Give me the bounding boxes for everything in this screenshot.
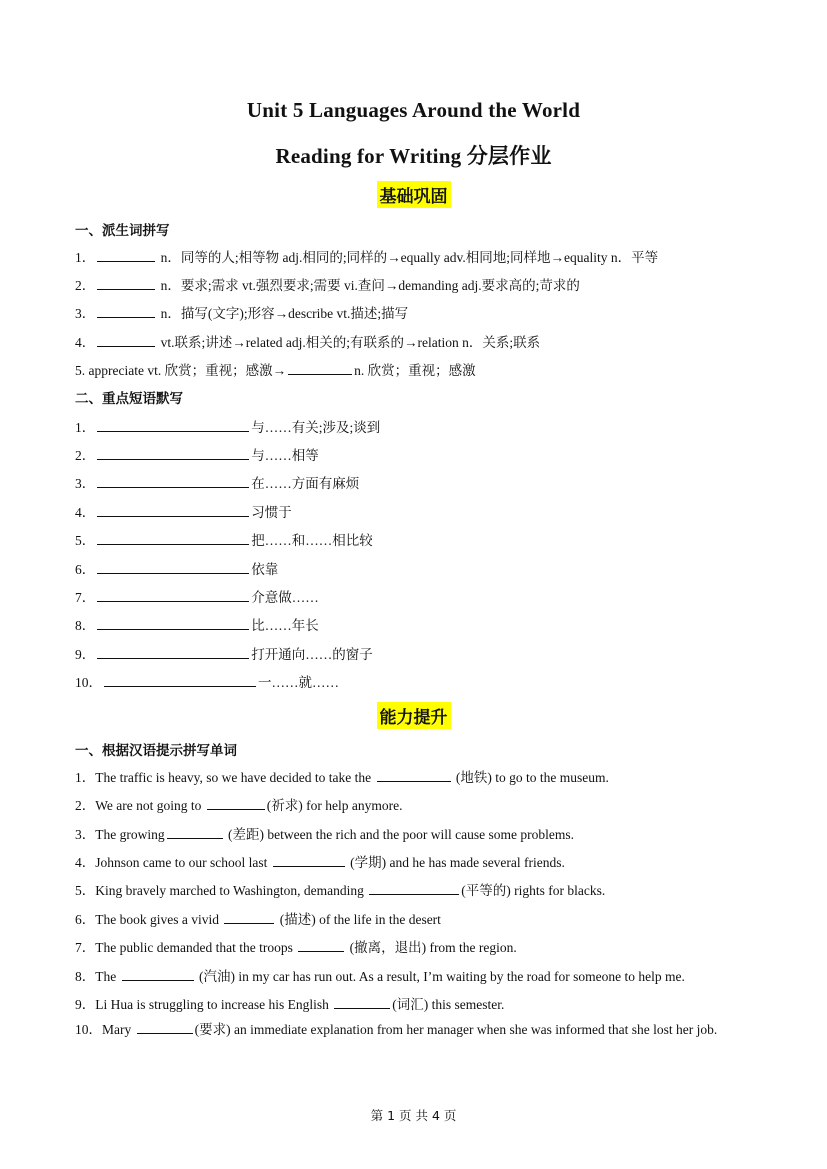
- item-number: 2．: [75, 448, 96, 463]
- answer-blank[interactable]: [137, 1020, 193, 1034]
- list-item: [75, 671, 339, 691]
- list-item: [75, 879, 605, 899]
- answer-blank[interactable]: [207, 796, 265, 810]
- item-text: (差距) between the rich and the poor will cause some problems.: [224, 827, 575, 842]
- item-text: 在……方面有麻烦: [251, 476, 360, 491]
- list-item: [75, 794, 402, 814]
- list-item: [75, 529, 373, 549]
- list-item: [75, 501, 292, 521]
- item-text: 一……就……: [258, 675, 339, 690]
- item-text: 6．The book gives a vivid: [75, 912, 223, 927]
- item-text: (要求) an immediate explanation from her manager when she was informed that she lost her job.: [194, 1022, 718, 1037]
- list-item: [75, 993, 504, 1013]
- answer-blank[interactable]: [97, 333, 155, 347]
- answer-blank[interactable]: [97, 276, 155, 290]
- answer-blank[interactable]: [97, 616, 249, 630]
- item-text: 8．The: [75, 969, 120, 984]
- item-text: 打开通向……的窗子: [251, 647, 373, 662]
- item-text: 与……相等: [251, 448, 319, 463]
- list-item: [75, 444, 319, 464]
- part2-heading: 二、重点短语默写: [75, 391, 183, 407]
- item-text: (平等的) rights for blacks.: [461, 883, 606, 898]
- unit-title: Unit 5 Languages Around the World: [246, 98, 581, 122]
- item-text: 7．The public demanded that the troops: [75, 940, 297, 955]
- answer-blank[interactable]: [104, 673, 256, 687]
- item-text: (地铁) to go to the museum.: [452, 770, 609, 785]
- answer-blank[interactable]: [288, 361, 352, 375]
- list-item: [75, 331, 540, 351]
- item-text: n. 欣赏；重视；感激: [354, 363, 476, 378]
- item-number: 3．: [75, 476, 96, 491]
- item-text: 9．Li Hua is struggling to increase his English: [75, 997, 333, 1012]
- list-item: [75, 851, 565, 871]
- list-item: [75, 586, 319, 606]
- item-text: (汽油) in my car has run out. As a result, I’m waiting by the road for someone to help me.: [195, 969, 685, 984]
- item-text: 比……年长: [251, 618, 319, 633]
- list-item: [75, 766, 609, 786]
- item-number: 2．: [75, 278, 96, 293]
- answer-blank[interactable]: [224, 910, 274, 924]
- item-text: 依靠: [251, 562, 279, 577]
- list-item: [75, 558, 278, 578]
- answer-blank[interactable]: [97, 446, 249, 460]
- section-advanced-label: 能力提升: [377, 702, 451, 729]
- item-number: 10．: [75, 675, 102, 690]
- section-basic: [0, 181, 827, 208]
- answer-blank[interactable]: [97, 503, 249, 517]
- item-text: (词汇) this semester.: [392, 997, 505, 1012]
- lesson-title: Reading for Writing 分层作业: [275, 144, 552, 168]
- item-number: 7．: [75, 590, 96, 605]
- list-item: [75, 246, 658, 266]
- section-basic-label: 基础巩固: [377, 181, 451, 208]
- item-text: 10．Mary: [75, 1022, 135, 1037]
- answer-blank[interactable]: [97, 588, 249, 602]
- item-text: 习惯于: [251, 505, 292, 520]
- answer-blank[interactable]: [97, 304, 155, 318]
- item-number: 9．: [75, 647, 96, 662]
- item-text: 把……和……相比较: [251, 533, 373, 548]
- item-text: 5. appreciate vt. 欣赏；重视；感激→: [75, 363, 287, 378]
- item-text: (描述) of the life in the desert: [276, 912, 441, 927]
- list-item: [75, 1016, 745, 1044]
- item-text: 5．King bravely marched to Washington, demanding: [75, 883, 368, 898]
- list-item: [75, 823, 574, 843]
- item-text: (撤离，退出) from the region.: [346, 940, 517, 955]
- list-item: [75, 274, 580, 294]
- list-item: [75, 359, 476, 379]
- item-text: n．要求;需求 vt.强烈要求;需要 vi.查问→demanding adj.要求高的;苛求的: [157, 278, 580, 293]
- item-number: 1．: [75, 420, 96, 435]
- answer-blank[interactable]: [97, 531, 249, 545]
- page-footer: 第 1 页 共 4 页: [370, 1108, 457, 1123]
- item-number: 5．: [75, 533, 96, 548]
- answer-blank[interactable]: [122, 967, 194, 981]
- answer-blank[interactable]: [298, 938, 344, 952]
- section-advanced: [0, 702, 827, 729]
- item-number: 4．: [75, 505, 96, 520]
- list-item: [75, 908, 441, 928]
- item-text: (祈求) for help anymore.: [266, 798, 403, 813]
- answer-blank[interactable]: [334, 995, 390, 1009]
- answer-blank[interactable]: [273, 853, 345, 867]
- list-item: [75, 643, 373, 663]
- answer-blank[interactable]: [97, 248, 155, 262]
- item-text: 4．Johnson came to our school last: [75, 855, 271, 870]
- item-text: 2．We are not going to: [75, 798, 205, 813]
- item-text: (学期) and he has made several friends.: [346, 855, 565, 870]
- list-item: [75, 614, 319, 634]
- answer-blank[interactable]: [377, 768, 451, 782]
- list-item: [75, 302, 408, 322]
- item-text: 3．The growing: [75, 827, 165, 842]
- item-text: 与……有关;涉及;谈到: [251, 420, 381, 435]
- part3-heading: 一、根据汉语提示拼写单词: [75, 743, 237, 759]
- item-text: n．同等的人;相等物 adj.相同的;同样的→equally adv.相同地;同样地→equality n．平等: [157, 250, 659, 265]
- list-item: [75, 472, 359, 492]
- item-number: 1．: [75, 250, 96, 265]
- item-number: 6．: [75, 562, 96, 577]
- list-item: [75, 936, 517, 956]
- answer-blank[interactable]: [97, 645, 249, 659]
- list-item: [75, 416, 380, 436]
- item-number: 8．: [75, 618, 96, 633]
- list-item: [75, 965, 685, 985]
- part1-heading: 一、派生词拼写: [75, 223, 170, 239]
- answer-blank[interactable]: [97, 474, 249, 488]
- answer-blank[interactable]: [167, 825, 223, 839]
- item-text: vt.联系;讲述→related adj.相关的;有联系的→relation n．关系;联系: [157, 335, 541, 350]
- item-text: 1．The traffic is heavy, so we have decided to take the: [75, 770, 375, 785]
- answer-blank[interactable]: [369, 881, 459, 895]
- answer-blank[interactable]: [97, 418, 249, 432]
- item-number: 3．: [75, 306, 96, 321]
- answer-blank[interactable]: [97, 560, 249, 574]
- item-number: 4．: [75, 335, 96, 350]
- item-text: 介意做……: [251, 590, 319, 605]
- item-text: n．描写(文字);形容→describe vt.描述;描写: [157, 306, 409, 321]
